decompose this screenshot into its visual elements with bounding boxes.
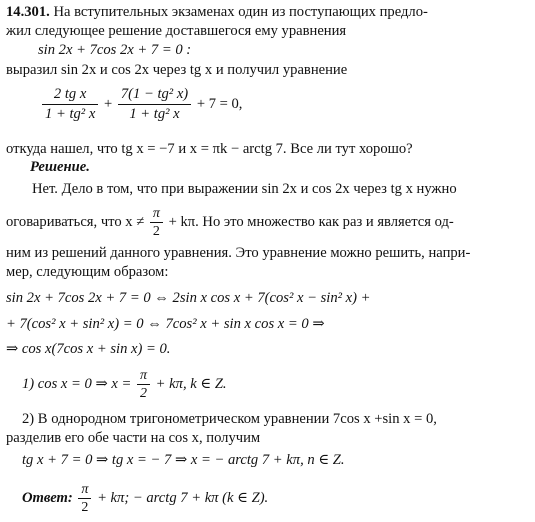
given-equation: sin 2x + 7cos 2x + 7 = 0 : (38, 42, 192, 58)
problem-number: 14.301. (6, 4, 50, 20)
problem-intro-line-2: жил следующее решение доставшегося ему уравнения (6, 23, 347, 39)
answer-line (22, 482, 268, 515)
problem-statement-line-1 (6, 3, 428, 21)
condition-start: оговариваться, что x ≠ (6, 213, 145, 230)
answer-text: + kπ; − arctg 7 + kπ (k ∈ Z). (97, 489, 269, 506)
fraction-numerator: π (150, 206, 163, 223)
pi-over-two-fraction (150, 206, 163, 239)
problem-intro: На вступительных экзаменах один из поступающих предло- (53, 4, 428, 20)
equation-tail: + 7 = 0, (196, 95, 243, 112)
case-1-fraction-denominator: 2 (139, 386, 147, 401)
fraction-equation (40, 86, 242, 123)
solution-paragraph-line-4: мер, следующим образом: (6, 264, 169, 280)
transformation-line-3: ⇒ cos x(7cos x + sin x) = 0. (6, 341, 171, 357)
fraction-1 (42, 86, 98, 123)
fraction-1-denominator: 1 + tg² x (45, 106, 96, 122)
plus-sign: + (103, 95, 113, 112)
found-line: откуда нашел, что tg x = −7 и x = πk − arctg 7. Все ли тут хорошо? (6, 141, 413, 157)
case-1-fraction (137, 368, 150, 401)
fraction-denominator: 2 (152, 224, 160, 239)
case-1-fraction-numerator: π (137, 368, 150, 385)
case-1 (22, 368, 227, 401)
case-2-line-1: 2) В однородном тригонометрическом уравнении 7cos x +sin x = 0, (22, 411, 437, 427)
fraction-2-numerator: 7(1 − tg² x) (118, 86, 191, 105)
answer-fraction-denominator: 2 (81, 500, 89, 515)
expressed-line: выразил sin 2x и cos 2x через tg x и получил уравнение (6, 62, 348, 78)
solution-paragraph-line-1: Нет. Дело в том, что при выражении sin 2x и cos 2x через tg x нужно (32, 181, 457, 197)
solution-paragraph-line-2 (6, 206, 454, 239)
fraction-1-numerator: 2 tg x (42, 86, 98, 105)
solution-paragraph-line-3: ним из решений данного уравнения. Это уравнение можно решить, напри- (6, 245, 471, 261)
answer-fraction-numerator: π (78, 482, 91, 499)
transformation-line-1: sin 2x + 7cos 2x + 7 = 0 ⇔ 2sin x cos x + 7(cos² x − sin² x) + (6, 290, 371, 306)
case-1-start: 1) cos x = 0 ⇒ x = (22, 375, 132, 392)
case-2-line-3: tg x + 7 = 0 ⇒ tg x = − 7 ⇒ x = − arctg 7 + kπ, n ∈ Z. (22, 452, 345, 468)
case-1-end: + kπ, k ∈ Z. (155, 375, 227, 392)
answer-label: Ответ: (22, 489, 73, 506)
answer-fraction (78, 482, 91, 515)
solution-heading: Решение. (30, 159, 90, 175)
fraction-2 (118, 86, 191, 123)
transformation-line-2: + 7(cos² x + sin² x) = 0 ⇔ 7cos² x + sin x cos x = 0 ⇒ (6, 316, 325, 332)
condition-end: + kπ. Но это множество как раз и является од- (168, 213, 454, 230)
case-2-line-2: разделив его обе части на cos x, получим (6, 430, 261, 446)
fraction-2-denominator: 1 + tg² x (129, 106, 180, 122)
